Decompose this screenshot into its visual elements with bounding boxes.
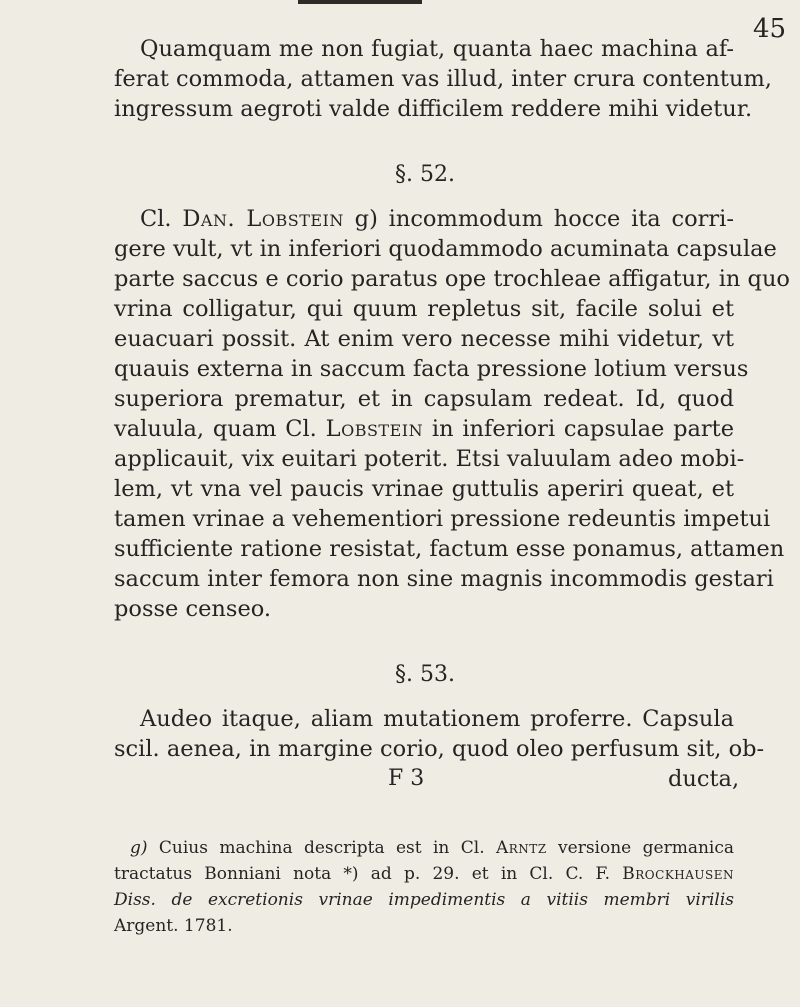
footnote-line-4: Argent. 1781. [114, 916, 233, 936]
paragraph2-line1-prefix: Cl. [140, 206, 172, 232]
paragraph1-line-3: ingressum aegroti valde difficilem reddere mihi videtur. [114, 96, 753, 122]
paragraph2-line-9: applicauit, vix euitari poterit. Etsi valuulam adeo mobi- [114, 446, 745, 472]
paragraph2-line-2: gere vult, vt in inferiori quodammodo acuminata capsulae [114, 236, 777, 262]
paragraph2-line-14: posse censeo. [114, 596, 272, 622]
paragraph2-line8-rest: in inferiori capsulae parte [431, 416, 735, 442]
author-name-lobstein-2: Lobstein [325, 416, 424, 442]
footnote-line-3: Diss. de excretionis vrinae impedimentis a vitiis membri virilis [114, 890, 734, 910]
catchword: ducta, [668, 766, 740, 792]
paragraph2-line-6: quauis externa in saccum facta pressione lotium versus [114, 356, 749, 382]
footnote-marker: g) [130, 838, 148, 858]
footnote-line-1 [130, 836, 734, 861]
footnote-line1-rest: versione germanica [558, 838, 734, 858]
paragraph2-line-3: parte saccus e corio paratus ope trochleae affigatur, in quo [114, 266, 790, 292]
section-52-heading: §. 52. [395, 162, 455, 187]
paragraph2-line8-prefix: valuula, quam Cl. [114, 416, 317, 442]
author-name-lobstein: Dan. Lobstein [182, 206, 344, 232]
paragraph2-line-5: euacuari possit. At enim vero necesse mihi videtur, vt [114, 326, 734, 352]
paragraph2-line-1 [140, 204, 734, 234]
header-rule [298, 0, 422, 4]
footnote-line-2 [114, 862, 734, 887]
paragraph2-line-12: sufficiente ratione resistat, factum esse ponamus, attamen [114, 536, 785, 562]
paragraph2-line-10: lem, vt vna vel paucis vrinae guttulis aperiri queat, et [114, 476, 734, 502]
footnote-name-arntz: Arntz [496, 838, 547, 858]
paragraph2-line1-rest: g) incommodum hocce ita corri- [354, 206, 734, 232]
footnote-line2-text: tractatus Bonniani nota *) ad p. 29. et in Cl. C. F. [114, 864, 611, 884]
paragraph2-line-11: tamen vrinae a vehementiori pressione redeuntis impetui [114, 506, 771, 532]
paragraph3-line-1: Audeo itaque, aliam mutationem proferre. Capsula [140, 706, 734, 732]
page-number: 45 [753, 14, 787, 44]
paragraph2-line-4: vrina colligatur, qui quum repletus sit, facile solui et [114, 296, 734, 322]
signature-mark: F 3 [388, 766, 425, 791]
paragraph3-line-2: scil. aenea, in margine corio, quod oleo perfusum sit, ob- [114, 736, 765, 762]
footnote-name-brockhausen: Brockhausen [622, 864, 735, 884]
paragraph1-line-1: Quamquam me non fugiat, quanta haec machina af- [140, 36, 734, 62]
footnote-line1-text: Cuius machina descripta est in Cl. [158, 838, 485, 858]
paragraph1-line-2: ferat commoda, attamen vas illud, inter crura contentum, [114, 66, 772, 92]
paragraph2-line-8 [114, 414, 734, 444]
paragraph2-line-7: superiora prematur, et in capsulam redeat. Id, quod [114, 386, 734, 412]
paragraph2-line-13: saccum inter femora non sine magnis incommodis gestari [114, 566, 774, 592]
section-53-heading: §. 53. [395, 662, 455, 687]
